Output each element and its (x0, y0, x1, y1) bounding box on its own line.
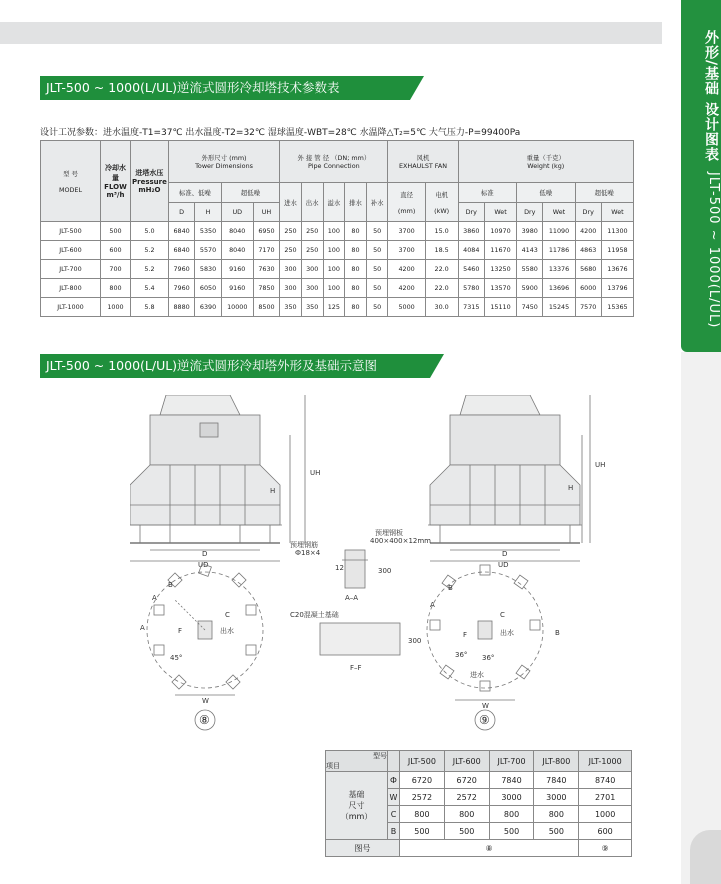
spec-cell: 8500 (253, 298, 279, 317)
spec-cell: 8040 (221, 241, 253, 260)
header-standard: 标准 (458, 183, 516, 203)
found-cell: 500 (400, 823, 445, 840)
spec-cell: 18.5 (425, 241, 458, 260)
spec-cell: 5580 (517, 260, 543, 279)
spec-cell: 7315 (458, 298, 484, 317)
spec-cell: 13696 (543, 279, 575, 298)
spec-cell: JLT-800 (41, 279, 101, 298)
found-model: JLT-800 (534, 751, 579, 772)
spec-cell: 6000 (575, 279, 601, 298)
header-ultra: 超低噪 (575, 183, 634, 203)
header-out: 出水 (301, 183, 323, 222)
spec-cell: 5.2 (131, 241, 169, 260)
label-a-left: A (152, 594, 157, 602)
col-uh: UH (253, 203, 279, 222)
tower-elevation-right (428, 395, 590, 561)
spec-cell: 11300 (601, 222, 633, 241)
header-bar (0, 22, 662, 44)
spec-cell: 250 (301, 241, 323, 260)
spec-cell: 5680 (575, 260, 601, 279)
spec-cell: 350 (280, 298, 302, 317)
found-cell: 500 (444, 823, 489, 840)
spec-cell: 7960 (168, 260, 194, 279)
header-dimensions: 外形尺寸 (mm) Tower Dimensions (168, 141, 279, 183)
spec-cell: 5.0 (131, 222, 169, 241)
spec-cell: 7850 (253, 279, 279, 298)
header-drain: 排水 (345, 183, 367, 222)
spec-cell: 350 (301, 298, 323, 317)
spec-cell: 250 (280, 241, 302, 260)
found-cell: 2572 (400, 789, 445, 806)
spec-cell: 100 (323, 260, 345, 279)
found-model: JLT-700 (489, 751, 534, 772)
page-corner (690, 830, 721, 884)
found-model: JLT-500 (400, 751, 445, 772)
found-header-blank (388, 751, 400, 772)
label-d-left: D (202, 550, 208, 558)
spec-cell: 10000 (221, 298, 253, 317)
spec-cell: 13796 (601, 279, 633, 298)
spec-cell: 3700 (388, 241, 425, 260)
spec-cell: 9160 (221, 279, 253, 298)
spec-cell: 13250 (485, 260, 517, 279)
spec-cell: 4200 (388, 279, 425, 298)
label-plate: 预埋钢板 (375, 529, 403, 537)
spec-cell: 50 (366, 222, 388, 241)
col-d: D (168, 203, 194, 222)
spec-cell: 11670 (485, 241, 517, 260)
spec-row (41, 222, 634, 241)
header-low: 低噪 (517, 183, 575, 203)
label-w-left: W (202, 697, 209, 705)
label-b-right: B (448, 584, 453, 592)
found-model: JLT-600 (444, 751, 489, 772)
header-model: 型 号 MODEL (41, 141, 101, 222)
found-cell: 800 (444, 806, 489, 823)
side-tab-title: 外形/基础 设计图表 (703, 29, 719, 162)
label-12: 12 (335, 564, 344, 572)
found-cell: 8740 (579, 772, 632, 789)
found-cell: 7840 (489, 772, 534, 789)
spec-cell: 300 (301, 260, 323, 279)
section-title-specs: JLT-500 ~ 1000(L/UL)逆流式圆形冷却塔技术参数表 (40, 76, 410, 100)
spec-cell: 1000 (101, 298, 131, 317)
spec-cell: 9160 (221, 260, 253, 279)
spec-cell: 80 (345, 241, 367, 260)
spec-cell: 125 (323, 298, 345, 317)
header-weight: 重量（千克） Weight (kg) (458, 141, 633, 183)
label-out-right: 出水 (500, 629, 514, 637)
found-cell: 6720 (400, 772, 445, 789)
fig-8-label: ⑧ (199, 713, 210, 727)
spec-cell: 5570 (195, 241, 221, 260)
label-w-right: W (482, 702, 489, 710)
spec-cell: 5.4 (131, 279, 169, 298)
header-flow: 冷却水量 FLOW m³/h (101, 141, 131, 222)
foundation-plan-8 (147, 564, 263, 695)
label-bolt: 预埋钢筋 (290, 541, 318, 549)
found-cell: 2572 (444, 789, 489, 806)
spec-cell: 80 (345, 298, 367, 317)
found-cell: 500 (489, 823, 534, 840)
spec-table-body (41, 222, 634, 317)
spec-cell: 7630 (253, 260, 279, 279)
spec-row (41, 241, 634, 260)
label-d-right: D (502, 550, 508, 558)
spec-cell: 13676 (601, 260, 633, 279)
label-h-left: H (270, 487, 276, 495)
spec-cell: 6390 (195, 298, 221, 317)
found-row-key: Ф (388, 772, 400, 789)
spec-cell: 13570 (485, 279, 517, 298)
side-strip (681, 352, 721, 884)
spec-cell: 13376 (543, 260, 575, 279)
found-cell: 800 (489, 806, 534, 823)
spec-cell: 7570 (575, 298, 601, 317)
spec-cell: 600 (101, 241, 131, 260)
col-dry: Dry (575, 203, 601, 222)
label-45-left: 45° (170, 654, 183, 662)
spec-cell: 11958 (601, 241, 633, 260)
spec-cell: 4200 (575, 222, 601, 241)
section-ff (320, 623, 400, 655)
label-36b-right: 36° (482, 654, 495, 662)
found-cell: 600 (579, 823, 632, 840)
spec-cell: 80 (345, 260, 367, 279)
label-ud-left: UD (198, 561, 209, 569)
section-aa (342, 550, 368, 588)
spec-cell: 7960 (168, 279, 194, 298)
fig-9-label: ⑨ (479, 713, 490, 727)
spec-cell: 22.0 (425, 260, 458, 279)
found-cell: 500 (534, 823, 579, 840)
spec-cell: 5780 (458, 279, 484, 298)
spec-cell: 6840 (168, 241, 194, 260)
spec-cell: 50 (366, 260, 388, 279)
header-ultra-low: 超低噪 (221, 183, 279, 203)
found-cell: 6720 (444, 772, 489, 789)
spec-cell: 15.0 (425, 222, 458, 241)
spec-cell: 4084 (458, 241, 484, 260)
label-uh-left: UH (310, 469, 321, 477)
label-uh-right: UH (595, 461, 606, 469)
label-ud-right: UD (498, 561, 509, 569)
spec-row (41, 279, 634, 298)
found-cell: 3000 (489, 789, 534, 806)
spec-cell: 7170 (253, 241, 279, 260)
spec-cell: 11786 (543, 241, 575, 260)
label-300-a: 300 (378, 567, 392, 575)
spec-cell: 4200 (388, 260, 425, 279)
label-300-b: 300 (408, 637, 422, 645)
label-out-left: 出水 (220, 627, 234, 635)
label-ff: F–F (350, 664, 362, 672)
found-row-key: B (388, 823, 400, 840)
spec-row (41, 298, 634, 317)
spec-cell: 700 (101, 260, 131, 279)
header-fan: 风机 EXHAULST FAN (388, 141, 458, 183)
spec-cell: 3860 (458, 222, 484, 241)
spec-cell: JLT-700 (41, 260, 101, 279)
found-row-key: C (388, 806, 400, 823)
header-std-low: 标准、低噪 (168, 183, 221, 203)
label-f-left: F (178, 627, 183, 635)
found-fig-label: 图号 (326, 840, 400, 857)
spec-cell: 100 (323, 222, 345, 241)
spec-cell: 15365 (601, 298, 633, 317)
spec-cell: 3980 (517, 222, 543, 241)
spec-cell: 50 (366, 298, 388, 317)
foundation-table (325, 750, 632, 857)
spec-cell: 800 (101, 279, 131, 298)
found-fig-b: ⑨ (579, 840, 632, 857)
spec-cell: JLT-1000 (41, 298, 101, 317)
found-cell: 1000 (579, 806, 632, 823)
header-pipe: 外 接 管 径 （DN; mm） Pipe Connection (280, 141, 388, 183)
found-header-corner: 型号 项目 (326, 752, 387, 770)
spec-cell: 50 (366, 241, 388, 260)
label-concrete: C20混凝土基础 (290, 611, 339, 619)
label-c-right: C (500, 611, 505, 619)
header-motor: 电机 (kW) (425, 183, 458, 222)
found-cell: 800 (400, 806, 445, 823)
header-diameter: 直径 (mm) (388, 183, 425, 222)
label-aa: A–A (345, 594, 359, 602)
spec-cell: 4863 (575, 241, 601, 260)
spec-cell: 100 (323, 279, 345, 298)
spec-cell: 300 (301, 279, 323, 298)
side-tab-subtitle: JLT-500 ~ 1000(L/UL) (706, 171, 721, 329)
col-wet: Wet (601, 203, 633, 222)
header-in: 进水 (280, 183, 302, 222)
spec-cell: JLT-600 (41, 241, 101, 260)
found-cell: 800 (534, 806, 579, 823)
header-overflow: 溢水 (323, 183, 345, 222)
spec-cell: 4143 (517, 241, 543, 260)
spec-cell: 80 (345, 279, 367, 298)
col-wet: Wet (543, 203, 575, 222)
spec-cell: 3700 (388, 222, 425, 241)
spec-cell: 30.0 (425, 298, 458, 317)
label-in-right: 进水 (470, 671, 484, 679)
spec-cell: 500 (101, 222, 131, 241)
tower-elevation-left (130, 395, 305, 561)
col-dry: Dry (458, 203, 484, 222)
tower-diagrams (130, 395, 660, 735)
found-row-key: W (388, 789, 400, 806)
col-h: H (195, 203, 221, 222)
spec-cell: 100 (323, 241, 345, 260)
spec-cell: 6050 (195, 279, 221, 298)
spec-cell: 5460 (458, 260, 484, 279)
spec-cell: 15245 (543, 298, 575, 317)
label-b-left: B (168, 581, 173, 589)
side-tab-label (681, 14, 721, 344)
label-a-right: A (430, 601, 435, 609)
header-makeup: 补水 (366, 183, 388, 222)
label-plate-spec: 400×400×12mm (370, 537, 431, 545)
spec-cell: 300 (280, 279, 302, 298)
found-cell: 3000 (534, 789, 579, 806)
spec-cell: 6840 (168, 222, 194, 241)
spec-cell: 5900 (517, 279, 543, 298)
found-cell: 2701 (579, 789, 632, 806)
found-cell: 7840 (534, 772, 579, 789)
found-group-label: 基础 尺寸 （mm） (326, 772, 388, 840)
label-b2-right: B (555, 629, 560, 637)
spec-cell: 22.0 (425, 279, 458, 298)
spec-cell: 6950 (253, 222, 279, 241)
label-36a-right: 36° (455, 651, 468, 659)
spec-row (41, 260, 634, 279)
found-fig-a: ⑧ (400, 840, 579, 857)
spec-cell: JLT-500 (41, 222, 101, 241)
label-a2-left: A (140, 624, 145, 632)
spec-cell: 5830 (195, 260, 221, 279)
spec-cell: 5350 (195, 222, 221, 241)
section-title-diagram: JLT-500 ~ 1000(L/UL)逆流式圆形冷却塔外形及基础示意图 (40, 354, 430, 378)
spec-cell: 250 (280, 222, 302, 241)
found-model: JLT-1000 (579, 751, 632, 772)
spec-cell: 5000 (388, 298, 425, 317)
col-dry: Dry (517, 203, 543, 222)
spec-cell: 5.2 (131, 260, 169, 279)
spec-cell: 11090 (543, 222, 575, 241)
spec-cell: 8880 (168, 298, 194, 317)
spec-cell: 15110 (485, 298, 517, 317)
spec-cell: 80 (345, 222, 367, 241)
spec-cell: 10970 (485, 222, 517, 241)
spec-table (40, 140, 634, 317)
design-conditions: 设计工况参数：进水温度-T1=37℃ 出水温度-T2=32℃ 湿球温度-WBT=28℃ 水温降△T₂=5℃ 大气压力-P=99400Pa (40, 128, 521, 138)
label-f-right: F (463, 631, 468, 639)
label-bolt-spec: Ф18×4 (295, 549, 321, 557)
label-c-left: C (225, 611, 230, 619)
header-pressure: 进塔水压 Pressure mH₂O (131, 141, 169, 222)
label-h-right: H (568, 484, 574, 492)
spec-cell: 5.8 (131, 298, 169, 317)
spec-cell: 250 (301, 222, 323, 241)
col-ud: UD (221, 203, 253, 222)
spec-cell: 300 (280, 260, 302, 279)
spec-cell: 8040 (221, 222, 253, 241)
foundation-plan-9 (427, 565, 543, 700)
spec-cell: 50 (366, 279, 388, 298)
col-wet: Wet (485, 203, 517, 222)
spec-cell: 7450 (517, 298, 543, 317)
